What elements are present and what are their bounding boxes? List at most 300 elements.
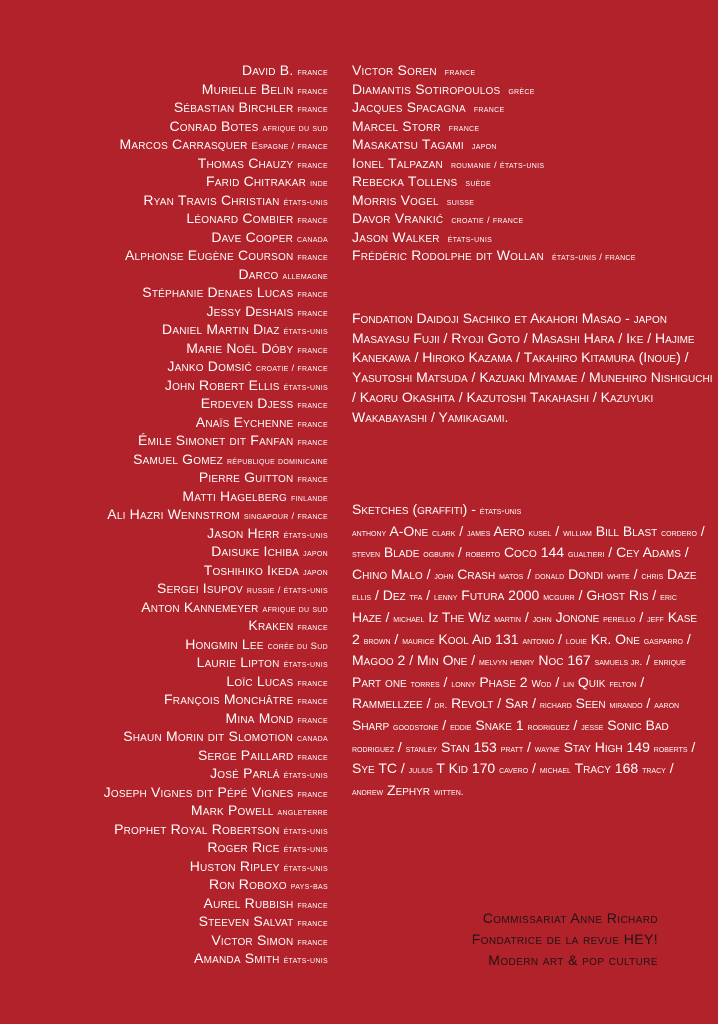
- graffiti-last: pratt: [500, 743, 524, 755]
- artist-name: Stéphanie Denaes Lucas: [142, 284, 294, 300]
- artist-name: Serge Paillard: [198, 746, 294, 763]
- artist-name: Anton Kannemeyer: [141, 598, 259, 615]
- graffiti-artist: [451, 674, 555, 690]
- graffiti-tag: Part one: [352, 673, 407, 690]
- graffiti-tag: Dez: [382, 587, 406, 604]
- artist-row: [20, 875, 328, 894]
- artist-name: Toshihiko Ikeda: [203, 561, 300, 578]
- artist-country: états-unis / france: [551, 252, 636, 263]
- artist-country: france: [297, 918, 328, 929]
- artist-name: Sébastian Birchler: [173, 99, 294, 115]
- artist-row: [20, 283, 328, 302]
- artist-row: [352, 191, 712, 210]
- artist-name: Victor Soren: [352, 62, 437, 78]
- artist-country: france: [297, 899, 328, 911]
- artist-country: france: [297, 67, 328, 78]
- artist-name: Masakatsu Tagami: [352, 136, 464, 152]
- artist-row: [20, 931, 328, 950]
- graffiti-first: lenny: [434, 592, 458, 604]
- graffiti-first: eric: [660, 592, 677, 604]
- artist-country: roumanie / états-unis: [450, 159, 545, 171]
- graffiti-artist: [406, 739, 527, 755]
- graffiti-tag: Min One: [417, 652, 468, 669]
- graffiti-artist: [566, 631, 687, 647]
- artist-country: états-unis: [283, 844, 328, 855]
- artist-country: france: [297, 788, 328, 800]
- artist-name: Victor Simon: [211, 931, 294, 948]
- graffiti-tag: Aero: [493, 522, 525, 539]
- graffiti-last: tfa: [409, 592, 423, 604]
- artist-name: Ryan Travis Christian: [143, 191, 280, 208]
- graffiti-tag: Ghost Ris: [586, 587, 649, 604]
- graffiti-tag: Rammellzee: [352, 695, 423, 712]
- artist-row: [20, 561, 328, 580]
- graffiti-artist: [383, 587, 427, 603]
- artist-name: Émile Simonet dit Fanfan: [138, 432, 294, 448]
- graffiti-artist: [540, 695, 647, 711]
- graffiti-first: roberto: [465, 549, 501, 561]
- artist-country: finlande: [290, 492, 328, 504]
- artist-name: David B.: [241, 62, 294, 78]
- artist-row: [20, 413, 328, 432]
- artist-name: Daisuke Ichiba: [211, 543, 300, 559]
- artist-name: José Parlá: [210, 765, 280, 781]
- artist-row: [20, 505, 328, 524]
- artist-row: [20, 191, 328, 210]
- artist-name: Dave Cooper: [211, 228, 294, 245]
- artist-row: [20, 302, 328, 321]
- artist-row: [20, 357, 328, 376]
- artist-country: pays-bas: [290, 881, 328, 892]
- graffiti-tag: Snake 1: [475, 716, 524, 733]
- artist-row: [20, 209, 328, 228]
- graffiti-last: roberts: [653, 743, 688, 755]
- graffiti-artist: [409, 760, 532, 776]
- graffiti-artist: [434, 566, 527, 582]
- artist-country: états-unis: [283, 529, 328, 541]
- artist-name: Erdeven Djess: [200, 395, 294, 411]
- artist-country: france: [297, 104, 328, 115]
- artist-country: canada: [297, 233, 328, 245]
- graffiti-tag: Tracy 168: [574, 760, 639, 777]
- graffiti-artist: [563, 523, 701, 539]
- artist-country: france: [297, 252, 328, 263]
- graffiti-artist: [505, 695, 532, 711]
- artist-name: Ron Roboxo: [208, 876, 287, 892]
- artist-country: suisse: [446, 196, 475, 208]
- graffiti-first: melvyn henry: [479, 657, 535, 669]
- artist-row: [20, 672, 328, 691]
- graffiti-last: gasparro: [643, 635, 683, 647]
- artist-country: états-unis: [283, 770, 328, 781]
- artist-country: états-unis: [283, 825, 328, 837]
- artist-row: [20, 912, 328, 931]
- artist-name: Diamantis Sotiropoulos: [352, 80, 501, 97]
- artist-name: Jason Walker: [352, 228, 440, 245]
- graffiti-artist: [450, 717, 573, 733]
- artist-name: Jason Herr: [207, 524, 280, 541]
- artist-row: [20, 894, 328, 913]
- artist-row: [20, 653, 328, 672]
- graffiti-artist: [586, 587, 652, 603]
- artist-row: [20, 857, 328, 876]
- artist-name: Thomas Chauzy: [197, 154, 294, 171]
- graffiti-last: ellis: [352, 592, 372, 604]
- artist-row: [20, 542, 328, 561]
- artist-country: inde: [310, 178, 328, 189]
- artist-country: france: [297, 437, 328, 448]
- graffiti-tag: Revolt: [451, 695, 494, 712]
- artist-name: Kraken: [248, 617, 294, 633]
- artist-row: [20, 598, 328, 617]
- graffiti-tag: Haze: [352, 608, 382, 625]
- artist-name: Steeven Salvat: [198, 913, 294, 929]
- graffiti-first: anthony: [352, 527, 387, 539]
- artist-country: afrique du sud: [262, 122, 328, 134]
- graffiti-tag: Dondi: [568, 565, 604, 582]
- artist-name: Anaïs Eychenne: [195, 413, 294, 430]
- artist-row: [20, 764, 328, 783]
- artist-country: france: [297, 714, 328, 726]
- graffiti-tag: Sye TC: [352, 760, 397, 777]
- graffiti-first: jeff: [647, 613, 664, 625]
- graffiti-tag: Sharp: [352, 716, 390, 733]
- artist-country: france: [297, 400, 328, 411]
- artist-name: Farid Chitrakar: [206, 173, 307, 189]
- artist-country: france: [297, 677, 328, 689]
- graffiti-first: eddie: [450, 721, 472, 733]
- artist-name: Marcel Storr: [352, 117, 441, 134]
- graffiti-last: kusel: [528, 527, 552, 539]
- artist-name: Shaun Morin dit Slomotion: [123, 728, 294, 744]
- artist-country: singapour / france: [243, 511, 328, 522]
- artist-row: [20, 98, 328, 117]
- artist-country: france: [297, 696, 328, 707]
- graffiti-last: rodriguez: [527, 721, 570, 733]
- graffiti-tag: T Kid 170: [436, 760, 496, 777]
- graffiti-first: john: [434, 570, 454, 582]
- artist-name: Rebecka Tollens: [352, 173, 458, 189]
- graffiti-last: goodstone: [393, 721, 439, 733]
- artist-country: russie / états-unis: [246, 585, 328, 596]
- artist-row: [20, 339, 328, 358]
- graffiti-first: stanley: [405, 743, 438, 755]
- artist-name: Ali Hazri Wennstrom: [107, 506, 240, 522]
- artist-name: Marcos Carrasquer: [119, 136, 248, 152]
- artist-name: Daniel Martin Diaz: [162, 321, 280, 337]
- graffiti-artist: [535, 739, 692, 755]
- graffiti-last: tracy: [642, 765, 666, 777]
- artist-row: [20, 172, 328, 191]
- artist-row: [20, 949, 328, 968]
- graffiti-first: steven: [352, 549, 381, 561]
- artist-country: Espagne / france: [251, 141, 328, 152]
- artist-country: france: [444, 67, 476, 78]
- graffiti-artist: [393, 609, 525, 625]
- artist-row: [20, 450, 328, 469]
- artist-country: république dominicaine: [226, 455, 328, 467]
- artist-country: canada: [297, 733, 328, 744]
- artist-name: Joseph Vignes dit Pépé Vignes: [103, 783, 294, 800]
- artist-row: [352, 80, 712, 99]
- artist-row: [352, 246, 712, 268]
- artist-row: [20, 783, 328, 802]
- graffiti-first: wayne: [534, 743, 560, 755]
- artist-country: france: [297, 159, 328, 171]
- graffiti-first: james: [467, 527, 491, 539]
- graffiti-first: dr.: [434, 700, 448, 712]
- graffiti-last: matos: [499, 570, 524, 582]
- graffiti-tag: Stan 153: [440, 738, 497, 755]
- artist-row: [352, 154, 712, 173]
- graffiti-artist: [352, 523, 459, 539]
- artist-row: [20, 579, 328, 598]
- graffiti-artist: [434, 695, 497, 711]
- artist-country: france: [297, 474, 328, 485]
- artist-name: Léonard Combier: [186, 210, 294, 226]
- artist-country: france: [297, 289, 328, 300]
- artist-country: france: [297, 85, 328, 97]
- artist-name: Jacques Spacagna: [352, 99, 466, 115]
- artist-country: corée du Sud: [267, 640, 328, 652]
- graffiti-artist: [479, 652, 646, 668]
- artist-name: Prophet Royal Robertson: [114, 820, 280, 837]
- graffiti-last: cordero: [661, 527, 697, 539]
- graffiti-tag: Magoo 2: [352, 652, 406, 669]
- graffiti-artist: [402, 631, 558, 647]
- artist-row: [20, 376, 328, 395]
- artist-name: Conrad Botes: [169, 117, 259, 134]
- graffiti-tag: Sar: [504, 695, 529, 712]
- artist-country: japon: [303, 566, 328, 578]
- graffiti-artist: [466, 544, 609, 560]
- graffiti-artist: [417, 652, 471, 668]
- artist-country: angleterre: [277, 807, 328, 818]
- graffiti-artist: [352, 695, 427, 711]
- artist-name: Samuel Gomez: [133, 450, 223, 467]
- artist-name: Ionel Talpazan: [352, 154, 443, 171]
- artist-row: [20, 246, 328, 265]
- artist-country: japon: [471, 141, 497, 152]
- artist-country: afrique du sud: [262, 603, 328, 615]
- artist-country: croatie / france: [255, 363, 328, 374]
- artist-name: Janko Domsić: [167, 358, 252, 374]
- artist-name: Alphonse Eugène Courson: [124, 247, 294, 263]
- graffiti-last: martin: [494, 613, 521, 625]
- graffiti-tag: Zephyr: [387, 781, 431, 798]
- graffiti-tag: Phase 2: [479, 673, 528, 690]
- graffiti-last: antonio: [522, 635, 555, 647]
- artist-name: Darco: [238, 265, 279, 282]
- graffiti-last: brown: [363, 635, 391, 647]
- artist-country: france: [297, 344, 328, 356]
- artist-row: [352, 117, 712, 136]
- artist-name: Davor Vrankić: [352, 210, 444, 226]
- graffiti-first: andrew: [352, 786, 384, 798]
- graffiti-first: donald: [535, 570, 565, 582]
- artist-country: allemagne: [282, 270, 328, 282]
- graffiti-tag: Chino Malo: [352, 565, 423, 582]
- graffiti-artist: [352, 566, 427, 582]
- graffiti-first: jesse: [581, 721, 604, 733]
- graffiti-artist: [533, 609, 640, 625]
- graffiti-tag: A-One: [389, 522, 429, 539]
- graffiti-last: ogburn: [423, 549, 454, 561]
- artist-row: [20, 709, 328, 728]
- artist-row: [20, 727, 328, 746]
- artist-row: [20, 616, 328, 635]
- graffiti-last: torres: [410, 678, 440, 690]
- artist-row: [20, 487, 328, 506]
- artist-row: [20, 746, 328, 765]
- artist-row: [20, 135, 328, 154]
- artist-name: Matti Hagelberg: [182, 487, 287, 504]
- artist-name: Huston Ripley: [189, 857, 280, 874]
- artist-country: états-unis: [283, 196, 328, 208]
- artist-country: france: [297, 622, 328, 633]
- graffiti-tag: Bill Blast: [595, 522, 658, 539]
- graffiti-artist: [434, 587, 579, 603]
- artist-row: [20, 154, 328, 173]
- graffiti-tag: Cey Adams: [616, 544, 681, 561]
- artist-row: [20, 61, 328, 80]
- graffiti-tag: Iz The Wiz: [428, 608, 491, 625]
- graffiti-first: richard: [539, 700, 572, 712]
- graffiti-tag: Seen: [575, 695, 606, 712]
- graffiti-artist: [352, 652, 409, 668]
- artist-name: Hongmin Lee: [185, 635, 264, 652]
- credits-line: Commissariat Anne Richard: [482, 910, 658, 926]
- artist-country: france: [297, 418, 328, 430]
- graffiti-first: william: [563, 527, 592, 539]
- graffiti-artist: [540, 760, 670, 776]
- artist-name: Mark Powell: [190, 802, 274, 818]
- graffiti-tag: Daze: [667, 565, 697, 582]
- artist-country: france: [448, 122, 480, 134]
- artist-country: suède: [465, 178, 491, 189]
- artist-country: france: [297, 936, 328, 948]
- credits-line: Fondatrice de la revue HEY!: [471, 931, 658, 947]
- artist-country: france: [297, 215, 328, 226]
- artist-list-right: [352, 61, 712, 268]
- artist-row: [20, 320, 328, 339]
- sketches-heading: Sketches (graffiti) -: [352, 501, 476, 517]
- artist-row: [20, 524, 328, 543]
- artist-country: états-unis: [447, 233, 493, 245]
- artist-name: Aurel Rubbish: [203, 894, 294, 911]
- artist-country: états-unis: [283, 659, 328, 670]
- artist-name: Loïc Lucas: [226, 672, 294, 689]
- artist-row: [20, 801, 328, 820]
- graffiti-last: perello: [603, 613, 636, 625]
- graffiti-first: michael: [393, 613, 425, 625]
- graffiti-tag: Kool Aid 131: [438, 630, 519, 647]
- artist-row: [352, 172, 712, 191]
- graffiti-first: michael: [539, 765, 571, 777]
- graffiti-last: clark: [432, 527, 456, 539]
- sketches-section: Sketches (graffiti) - états-unis anthony A-One clark / james Aero kusel / william Bill Blast cordero / steven Blade ogburn / roberto Coco 144 gualtieri / Cey Adams / Chino Malo / john Crash matos / donald Dondi white / chris Daze ellis / Dez tfa / lenny Futura 2000 mcgurr / Ghost Ris / eric Haze / michael Iz The Wiz martin / john Jonone perello / jeff Kase 2 brown / maurice Kool Aid 131 antonio / louie Kr. One gasparro / Magoo 2 / Min One / melvyn henry Noc 167 samuels jr. / enrique Part one torres / lonny Phase 2 Wod / lin Quik felton / Rammellzee / dr. Revolt / Sar / richard Seen mirando / aaron Sharp goodstone / eddie Snake 1 rodriguez / jesse Sonic Bad rodriguez / stanley Stan 153 pratt / wayne Stay High 149 roberts / Sye TC / julius T Kid 170 cavero / michael Tracy 168 tracy / andrew Zephyr witten.: [352, 501, 705, 798]
- artist-country: croatie / france: [451, 215, 524, 226]
- artist-row: [20, 820, 328, 839]
- artist-name: Jessy Deshais: [206, 302, 294, 319]
- artist-name: Pierre Guitton: [198, 469, 294, 485]
- graffiti-first: maurice: [402, 635, 435, 647]
- artist-row: [20, 228, 328, 247]
- artist-row: [20, 635, 328, 654]
- graffiti-last: gualtieri: [567, 549, 605, 561]
- artist-row: [352, 98, 712, 117]
- graffiti-artist: [352, 760, 401, 776]
- artist-row: [20, 468, 328, 487]
- graffiti-artist: [352, 544, 458, 560]
- artist-row: [352, 61, 712, 80]
- graffiti-last: cavero: [499, 765, 529, 777]
- graffiti-first: aaron: [654, 700, 680, 712]
- artist-country: france: [473, 104, 505, 115]
- graffiti-last: samuels jr.: [594, 657, 643, 669]
- artist-list-left: [20, 61, 328, 968]
- artist-row: [20, 690, 328, 709]
- graffiti-artist: [467, 523, 555, 539]
- artist-name: Frédéric Rodolphe dit Wollan: [352, 247, 544, 263]
- sketches-heading-country: états-unis: [479, 506, 522, 517]
- graffiti-first: chris: [641, 570, 664, 582]
- artist-name: Marie Noël Dóby: [186, 339, 294, 356]
- artist-name: Morris Vogel: [352, 191, 439, 208]
- graffiti-tag: Blade: [383, 544, 420, 561]
- artist-name: John Robert Ellis: [164, 376, 280, 393]
- graffiti-last: Wod: [531, 678, 552, 690]
- artist-name: Murielle Belin: [201, 80, 294, 97]
- artist-row: [20, 265, 328, 284]
- artist-country: états-unis: [283, 955, 328, 966]
- graffiti-first: julius: [408, 765, 433, 777]
- graffiti-last: felton: [609, 678, 637, 690]
- graffiti-tag: Kr. One: [590, 630, 640, 647]
- artist-row: [20, 117, 328, 136]
- artist-row: [20, 394, 328, 413]
- graffiti-artist: [563, 674, 640, 690]
- credits-line: Modern art & pop culture: [488, 952, 658, 968]
- artist-row: [352, 228, 712, 247]
- artist-name: Laurie Lipton: [196, 654, 280, 670]
- artist-country: france: [297, 751, 328, 763]
- graffiti-tag: Quik: [577, 673, 606, 690]
- artist-country: états-unis: [283, 862, 328, 874]
- artist-row: [352, 209, 712, 228]
- credits-block: [358, 908, 658, 971]
- graffiti-tag: Kase 2: [352, 608, 698, 647]
- artist-country: grèce: [508, 85, 535, 97]
- graffiti-tag: Futura 2000: [461, 587, 540, 604]
- artist-name: Mina Mond: [225, 709, 294, 726]
- graffiti-first: john: [532, 613, 552, 625]
- graffiti-artist: [535, 566, 634, 582]
- artist-name: François Monchâtre: [164, 691, 294, 707]
- fondation-paragraph: Fondation Daidoji Sachiko et Akahori Masao - japon Masayasu Fujii / Ryoji Goto / Masashi Hara / Ike / Hajime Kanekawa / Hiroko Kazama / Takahiro Kitamura (Inoue) / Yasutoshi Matsuda / Kazuaki Miyamae / Munehiro Nishiguchi / Kaoru Okashita / Kazutoshi Takahashi / Kazuyuki Wakabayashi / Yamikagami.: [352, 310, 713, 425]
- artist-country: france: [297, 307, 328, 319]
- artist-name: Roger Rice: [207, 839, 280, 855]
- graffiti-first: lonny: [451, 678, 476, 690]
- graffiti-tag: Stay High 149: [563, 738, 650, 755]
- artist-row: [20, 431, 328, 450]
- artist-row: [20, 80, 328, 99]
- graffiti-tag: Noc 167: [538, 652, 591, 669]
- artist-row: [20, 838, 328, 857]
- graffiti-artist: [352, 782, 464, 798]
- graffiti-first: louie: [565, 635, 587, 647]
- graffiti-tag: Coco 144: [503, 544, 565, 561]
